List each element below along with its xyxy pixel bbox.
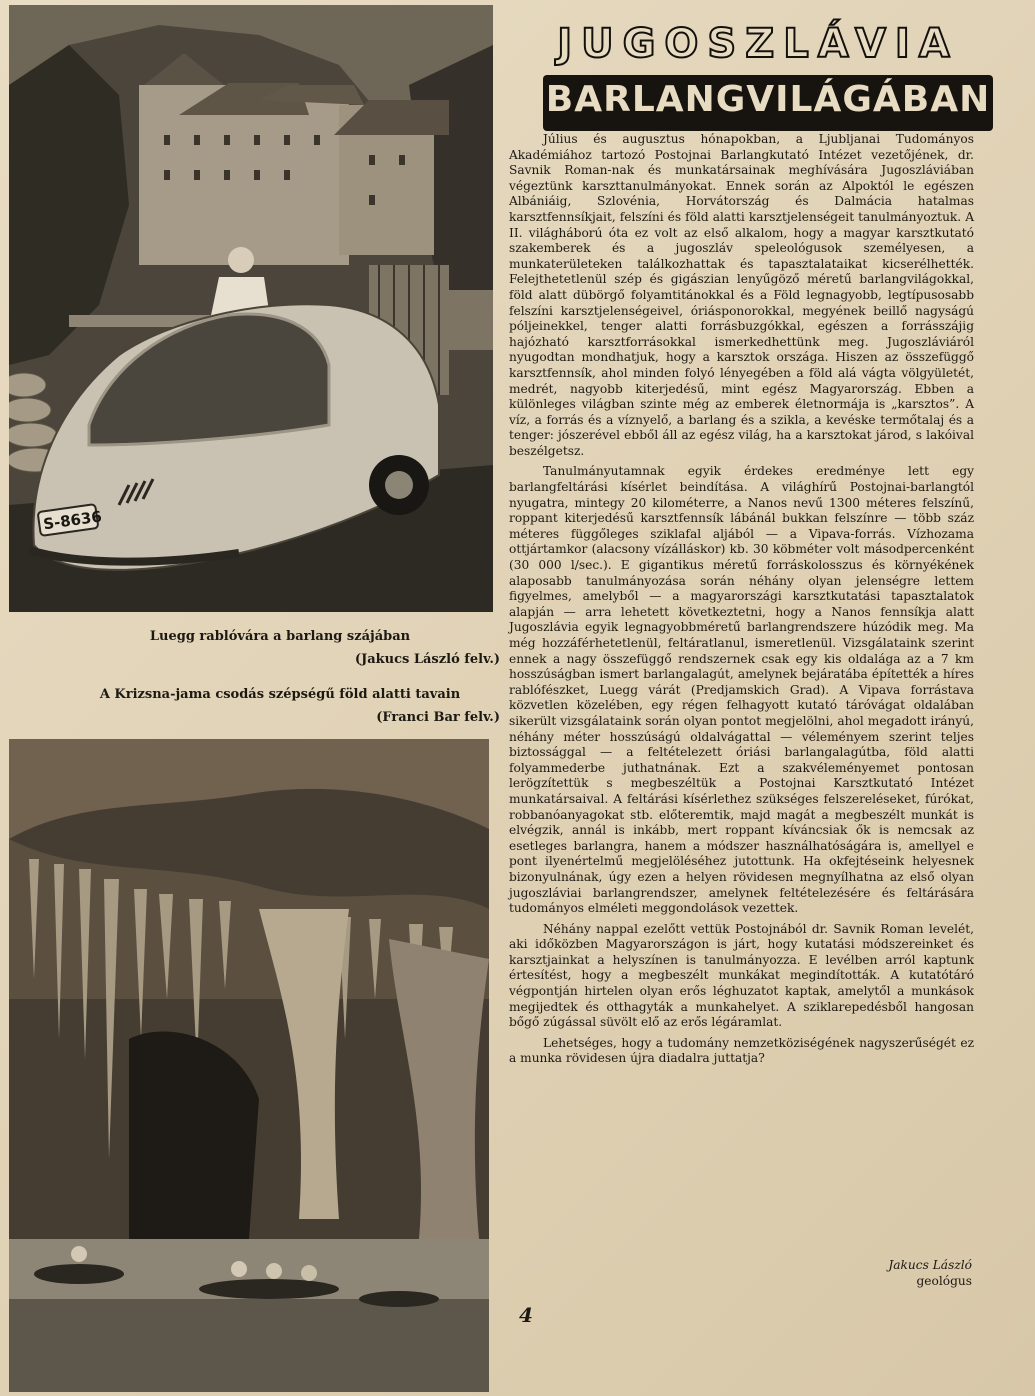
castle-caption-text: Luegg rablóvára a barlang szájában xyxy=(149,629,411,644)
cave-photo-caption xyxy=(60,683,500,729)
article-paragraph-1: Július és augusztus hónapokban, a Ljubljanai Tudományos Akadémiához tartozó Postojnai Barlangkutató Intézet vezetőjének, dr. Savnik Roman-nak és munkatársainak meghívására Jugoszláviában végeztünk karszttanulmányokat. Ennek során az Alpoktól le egészen Albániáig, Szlovénia, Horvátország és Dalmácia hatalmas karsztfennsíkjait, felszíni és föld alatti karsztjelenségeit tanulmányoztuk. A II. világháború óta ez volt az első alkalom, hogy a magyar karsztkutató szakemberek és a jugoszláv speleológusok személyesen, a munkaterületeken találkozhattak és tapasztalataikat kicserélhették. Felejthetetlenül szép és gigászian lenyűgöző méretű barlangvilágokkal, föld alatt dübörgő folyamtitánokkal és a Föld legnagyobb, legtípusosabb felszíni karsztjelenségeivel, óriásponorokkal, megyének beillő nagyságú póljeinekkel, tenger alatti forrásbuzgókkal, egészen a forrásszájig hajózható karsztforrásokkal ismerkedhettünk meg. Jugoszláviáról nyugodtan mondhatjuk, hogy a karsztok országa. Hiszen az összefüggő karsztfennsík, ahol minden folyó lényegében a föld alá vágta völgyületét, medrét, nagyobb kiterjedésű, mint egész Magyarország. Ebben a különleges világban szinte még az emberek életnormája is „karsztos”. A víz, a forrás és a víznyelő, a barlang és a szikla, a kevéske termőtalaj és a tenger: jószerével ebből áll az egész világ, ha a karsztokat járod, s lakóival beszélgetsz. xyxy=(509,132,974,458)
cave-caption-text: A Krizsna-jama csodás szépségű föld alatti tavain xyxy=(99,687,461,702)
cave-photo xyxy=(9,739,489,1392)
headline-country: JUGOSZLÁVIA xyxy=(557,21,959,67)
article-paragraph-2: Tanulmányutamnak egyik érdekes eredménye lett egy barlangfeltárási kísérlet beindítása. A világhírű Postojnai-barlangtól nyugatra, mintegy 20 kilométerre, a Nanos nevű 1300 méteres felszínű, roppant kiterjedésű karsztfennsík lábánál bukkan felszínre — több száz méteres függőleges sziklafal aljából — a Vipava-forrás. Vízhozama ottjártamkor (alacsony vízálláskor) kb. 30 köbméter volt másodpercenként (30 000 l/sec.). E gigantikus méretű forráskolosszus és környékének alaposabb tanulmányozása során néhány olyan jelenségre lettem figyelmes, amelyből — a magyarországi karsztkutatási tapasztalatok alapján — arra lehetett következtetni, hogy a Nanos fennsíkja alatt Jugoszlávia egyik legnagyobbméretű barlangrendszere húzódik meg. Ma még hozzáférhetetlenül, feltáratlanul, ismeretlenül. Vizsgálataink szerint ennek a nagy összefüggő rendszernek csak egy kis oldalága az a 7 km hosszúságban ismert barlangalagút, amelynek bejáratába építették a híres rablófészket, Luegg várát (Predjamskich Grad). A Vipava forrástava közvetlen közelében, egy régen felhagyott kutató táróvágat oldalában sikerült vizsgálataink során olyan pontot megjelölni, ahol megadott irányú, néhány méter hosszúságú oldalvágattal — véleményem szerint teljes biztossággal — a feltételezett óriási barlangalagútba, föld alatti folyammederbe juthatnának. Ezt a szakvéleményemet pontosan lerögzítettük s megbeszéltük a Postojnai Karsztkutató Intézet munkatársaival. A feltárási kísérlethez szükséges felszereléseket, fúrókat, robbanóanyagokat stb. előteremtik, majd magát a megbeszélt munkát is elvégzik, annál is inkább, mert roppant kíváncsiak ők is nemcsak az esetleges barlangra, hanem a módszer használhatóságára is, amellyel e pont ilyenértelmű megjelöléséhez jutottunk. Ha okfejtéseink helyesnek bizonyulnának, úgy ezen a helyen rövidesen megnyílhatna az első olyan jugoszláviai barlangrendszer, amelynek feltételezésére és feltárására tudományos elméleti meggondolások vezettek. xyxy=(509,464,974,916)
article-body xyxy=(509,132,974,1072)
author-signature xyxy=(780,1257,972,1289)
license-plate: S-8636 xyxy=(42,507,103,534)
cave-lake-illustration xyxy=(9,739,489,1392)
castle-photo xyxy=(9,5,493,612)
article-paragraph-4: Lehetséges, hogy a tudomány nemzetköziségének nagyszerűségét ez a munka rövidesen újra diadalra juttatja? xyxy=(509,1035,974,1066)
author-name: Jakucs László xyxy=(888,1258,972,1272)
headline xyxy=(503,15,1023,130)
castle-caption-credit: (Jakucs László felv.) xyxy=(354,652,500,667)
castle-photo-caption xyxy=(60,625,500,671)
author-title: geológus xyxy=(916,1274,972,1288)
castle-scene-illustration xyxy=(9,5,493,612)
page-number: 4 xyxy=(519,1303,533,1327)
headline-subject: BARLANGVILÁGÁBAN xyxy=(545,79,991,120)
cave-caption-credit: (Franci Bar felv.) xyxy=(376,710,500,725)
article-paragraph-3: Néhány nappal ezelőtt vettük Postojnából dr. Savnik Roman levelét, aki időközben Magyarországon is járt, hogy kutatási módszereinket és karsztjainkat a helyszínen is tanulmányozza. E levélben arról kaptunk értesítést, hogy a megbeszélt munkákat megindították. A kutatótáró végpontján hirtelen olyan erős léghuzatot kaptak, amelytől a munkások megijedtek és otthagyták a munkahelyet. A sziklarepedésből hangosan bőgő zúgással süvölt elő az erős légáramlat. xyxy=(509,921,974,1030)
